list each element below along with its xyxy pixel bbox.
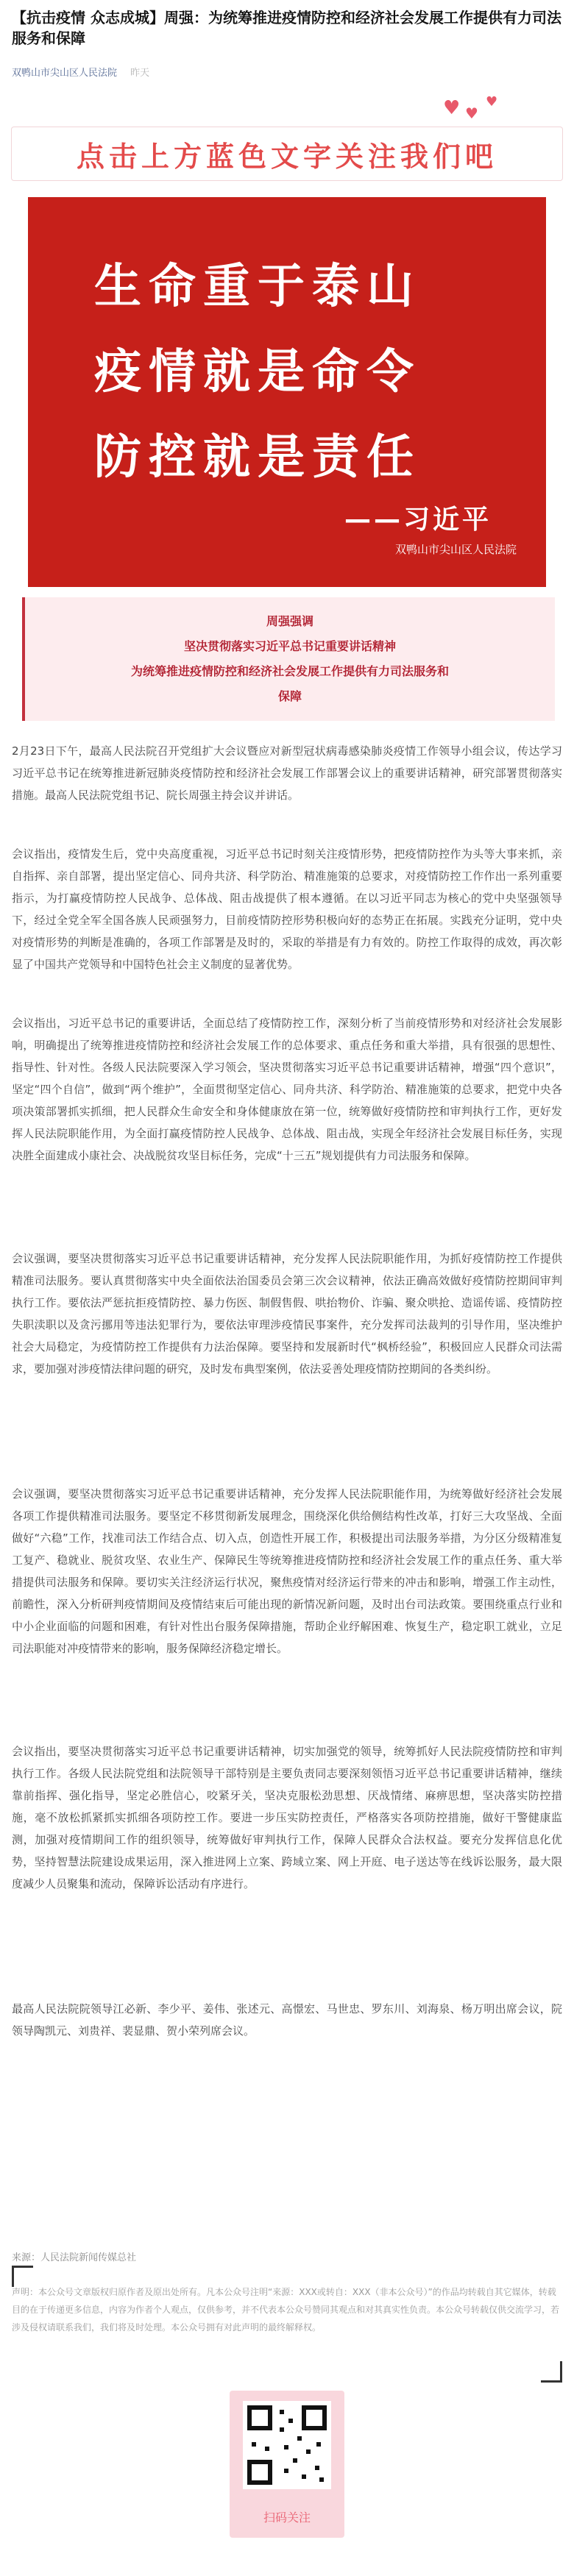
poster-image — [28, 197, 546, 587]
intro-line-1: 周强强调 — [266, 614, 313, 628]
intro-line-2: 坚决贯彻落实习近平总书记重要讲话精神 — [183, 639, 396, 653]
paragraph-3: 会议指出，习近平总书记的重要讲话，全面总结了疫情防控工作，深刻分析了当前疫情形势和对经济社会发展影响，明确提出了统筹推进疫情防控和经济社会发展工作的总体要求、重点任务和重大举措，具有很强的思想性、指导性、针对性。各级人民法院要深入学习领会，坚决贯彻落实习近平总书记重要讲话精神，增强“四个意识”，坚定“四个自信”，做到“两个维护”，全面贯彻坚定信心、同舟共济、科学防治、精准施策的总要求，把党中央各项决策部署抓实抓细，把人民群众生命安全和身体健康放在第一位，统筹做好疫情防控和审判执行工作，更好发挥人民法院职能作用，为全面打赢疫情防控人民战争、总体战、阻击战，实现全年经济社会发展目标任务，实现决胜全面建成小康社会、决战脱贫攻坚目标任务，完成“十三五”规划提供有力司法服务和保障。 — [12, 1017, 562, 1162]
heart-icon: ♥ — [465, 104, 478, 122]
paragraph-1: 2月23日下午，最高人民法院召开党组扩大会议暨应对新型冠状病毒感染肺炎疫情工作领导小组会议，传达学习习近平总书记在统筹推进新冠肺炎疫情防控和经济社会发展工作部署会议上的重要讲话精神，研究部署贯彻落实措施。最高人民法院党组书记、院长周强主持会议并讲话。 — [12, 744, 562, 802]
paragraph-2: 会议指出，疫情发生后，党中央高度重视，习近平总书记时刻关注疫情形势，把疫情防控作为头等大事来抓，亲自指挥、亲自部署，提出坚定信心、同舟共济、科学防治、精准施策的总要求，对疫情防控工作作出一系列重要指示，为打赢疫情防控人民战争、总体战、阻击战提供了根本遵循。在以习近平同志为核心的党中央坚强领导下，经过全党全军全国各族人民顽强努力，目前疫情防控形势积极向好的态势正在拓展。实践充分证明，党中央对疫情形势的判断是准确的，各项工作部署是及时的，采取的举措是有力有效的。防控工作取得的成效，再次彰显了中国共产党领导和中国特色社会主义制度的显著优势。 — [12, 847, 562, 971]
poster-line-3: 防控就是责任 — [94, 430, 421, 485]
poster-line-2: 疫情就是命令 — [94, 344, 421, 399]
paragraph-6: 会议指出，要坚决贯彻落实习近平总书记重要讲话精神，切实加强党的领导，统筹抓好人民法院疫情防控和审判执行工作。各级人民法院党组和法院领导干部特别是主要负责同志要深刻领悟习近平总书记重要讲话精神，继续靠前指挥、强化指导，坚定必胜信心，咬紧牙关，坚决克服松劲思想、厌战情绪、麻痹思想，坚决落实防控措施，毫不放松抓紧抓实抓细各项防控工作。要进一步压实防控责任，严格落实各项防控措施，做好干警健康监测，加强对疫情期间工作的组织领导，统筹做好审判执行工作，保障人民群众合法权益。要充分发挥信息化优势，坚持智慧法院建设成果运用，深入推进网上立案、跨域立案、网上开庭、电子送达等在线诉讼服务，最大限度减少人员聚集和流动，保障诉讼活动有序进行。 — [12, 1745, 562, 1890]
source-line: 来源：人民法院新闻传媒总社 — [12, 2252, 137, 2263]
qr-card — [230, 2391, 344, 2538]
follow-banner-text: 点击上方蓝色文字关注我们吧 — [76, 140, 497, 173]
account-name-link[interactable]: 双鸭山市尖山区人民法院 — [12, 68, 118, 79]
intro-line-3: 为统筹推进疫情防控和经济社会发展工作提供有力司法服务和 — [130, 664, 449, 678]
intro-line-4: 保障 — [277, 689, 302, 703]
poster-watermark: 双鸭山市尖山区人民法院 — [394, 543, 517, 556]
poster-signature: ——习近平 — [344, 505, 492, 535]
follow-banner — [11, 127, 563, 181]
paragraph-4: 会议强调，要坚决贯彻落实习近平总书记重要讲话精神，充分发挥人民法院职能作用，为抓好疫情防控工作提供精准司法服务。要认真贯彻落实中央全面依法治国委员会第三次会议精神，依法正确高效做好疫情防控期间审判执行工作。要依法严惩抗拒疫情防控、暴力伤医、制假售假、哄抬物价、诈骗、聚众哄抢、造谣传谣、疫情防控失职渎职以及贪污挪用等违法犯罪行为，要依法审理涉疫情民事案件，充分发挥司法裁判的引导作用，坚决维护社会大局稳定，为疫情防控工作提供有力法治保障。要坚持和发展新时代“枫桥经验”，积极回应人民群众司法需求，要加强对涉疫情法律问题的研究，及时发布典型案例，依法妥善处理疫情防控期间的各类纠纷。 — [12, 1252, 562, 1376]
quote-corner-bottom-right — [541, 2361, 562, 2383]
paragraph-5: 会议强调，要坚决贯彻落实习近平总书记重要讲话精神，充分发挥人民法院职能作用，为统筹做好经济社会发展各项工作提供精准司法服务。要坚定不移贯彻新发展理念，围绕深化供给侧结构性改革，打好三大攻坚战、全面做好“六稳”工作，找准司法工作结合点、切入点，创造性开展工作，积极提出司法服务举措，为分区分级精准复工复产、稳就业、脱贫攻坚、农业生产、保障民生等统筹推进疫情防控和经济社会发展工作的重点任务、重大举措提供司法服务和保障。要切实关注经济运行状况，聚焦疫情对经济运行带来的冲击和影响，增强工作主动性，前瞻性，深入分析研判疫情期间及疫情结束后可能出现的新情况新问题，及时出台司法政策。要围绕重点行业和中小企业面临的问题和困难，有针对性出台服务保障措施，帮助企业纾解困难、恢复生产，稳定职工就业，立足司法职能对冲疫情带来的影响，服务保障经济稳定增长。 — [12, 1487, 562, 1655]
poster-line-1: 生命重于泰山 — [94, 259, 421, 314]
qr-label: 扫码关注 — [263, 2511, 311, 2525]
qr-code-image[interactable] — [243, 2401, 331, 2489]
heart-icon: ♥ — [443, 97, 461, 119]
copyright-statement: 声明：本公众号文章版权归原作者及原出处所有。凡本公众号注明“来源：XXX或转自：XXX（非本公众号）”的作品均转载自其它媒体，转载目的在于传递更多信息，内容为作者个人观点，仅供参考，并不代表本公众号赞同其观点和对其真实性负责。本公众号转载仅供交流学习，若涉及侵权请联系我们，我们将及时处理。本公众号拥有对此声明的最终解释权。 — [12, 2287, 560, 2333]
publish-date: 昨天 — [130, 68, 150, 79]
article-title: 【抗击疫情 众志成城】周强：为统筹推进疫情防控和经济社会发展工作提供有力司法服务和保障 — [12, 9, 561, 47]
heart-icon: ♥ — [486, 94, 498, 110]
paragraph-7: 最高人民法院院领导江必新、李少平、姜伟、张述元、高憬宏、马世忠、罗东川、刘海泉、杨万明出席会议，院领导陶凯元、刘贵祥、裴显鼎、贺小荣列席会议。 — [12, 2002, 562, 2038]
intro-callout — [22, 597, 555, 721]
article-meta — [12, 65, 149, 79]
